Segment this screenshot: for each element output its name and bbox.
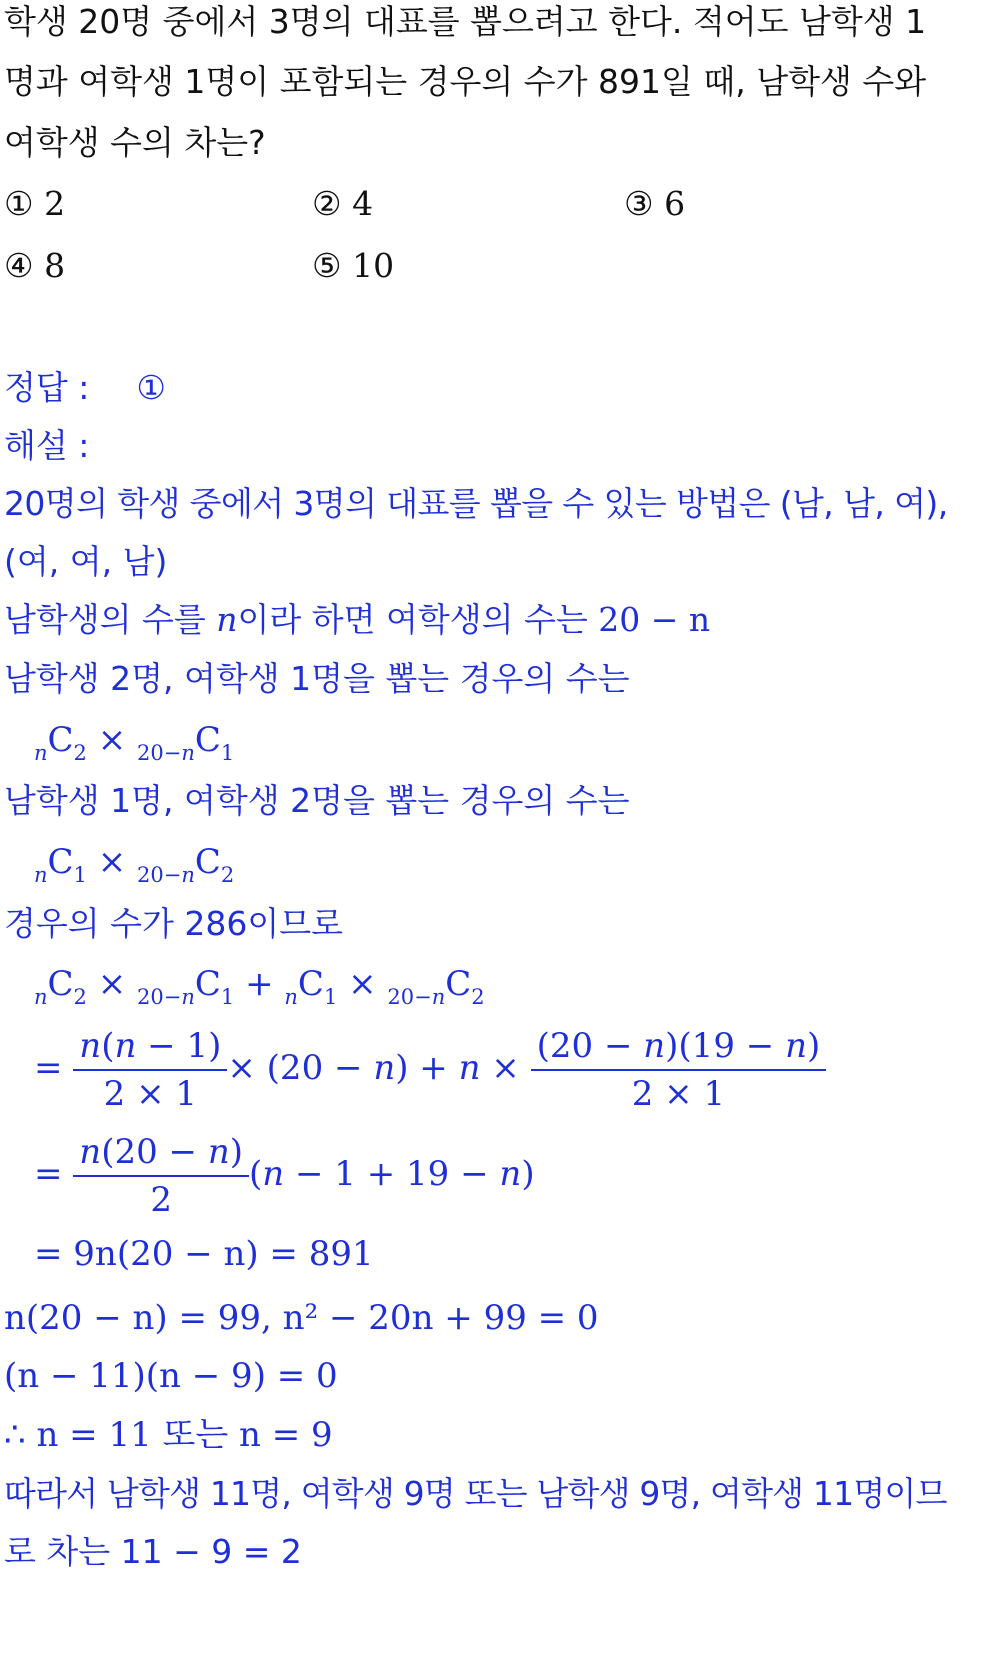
- option-mark: ⑤: [312, 246, 342, 285]
- option-2[interactable]: [312, 182, 373, 226]
- solution-line-3: [4, 598, 710, 642]
- solution-line-2: (여, 여, 남): [4, 542, 168, 581]
- formula-sum: $_nC_2 \times _{20-n}C_1 + _nC_1 \times _{20-n}C_2$: [34, 964, 485, 1009]
- fraction: $\frac{n(20 - n)}{2}$: [73, 1129, 249, 1223]
- solution-line-17: 로 차는 11 − 9 = 2: [4, 1532, 302, 1571]
- formula-case-1: $_nC_2 \times _{20-n}C_1$: [34, 720, 235, 765]
- solution-line-6: 남학생 1명, 여학생 2명을 뽑는 경우의 수는: [4, 781, 630, 820]
- fraction: $\frac{n(n - 1)}{2 \times 1}$: [73, 1023, 227, 1117]
- question-line-1: 학생 20명 중에서 3명의 대표를 뽑으려고 한다. 적어도 남학생 1: [4, 2, 927, 41]
- formula-case-2: $_nC_1 \times _{20-n}C_2$: [34, 842, 235, 887]
- solution-line-12: = 9n(20 − n) = 891: [34, 1234, 374, 1274]
- solution-line-13: n(20 − n) = 99, n² − 20n + 99 = 0: [4, 1298, 599, 1338]
- solution-text: 이라 하면 여학생의 수는: [237, 600, 588, 639]
- math-expression: 20 − n: [598, 600, 711, 639]
- option-value: 6: [664, 184, 686, 223]
- solution-line-16: 따라서 남학생 11명, 여학생 9명 또는 남학생 9명, 여학생 11명이므: [4, 1474, 947, 1513]
- solution-line-14: (n − 11)(n − 9) = 0: [4, 1356, 338, 1396]
- option-value: 2: [44, 184, 66, 223]
- question-line-2: 명과 여학생 1명이 포함되는 경우의 수가 891일 때, 남학생 수와: [4, 62, 927, 101]
- option-1[interactable]: [4, 182, 65, 226]
- solution-line-8: 경우의 수가 286이므로: [4, 904, 343, 943]
- solution-line-4: 남학생 2명, 여학생 1명을 뽑는 경우의 수는: [4, 659, 630, 698]
- option-mark: ①: [4, 184, 34, 223]
- variable-n: n: [216, 600, 238, 639]
- option-value: 4: [352, 184, 374, 223]
- option-mark: ③: [624, 184, 654, 223]
- option-5[interactable]: [312, 244, 394, 288]
- option-value: 10: [352, 246, 395, 285]
- formula-expansion: = $\frac{n(n - 1)}{2 \times 1}$ × (20 − n) + n × $\frac{(20 - n)(19 - n)}{2 \times 1}$: [34, 1022, 826, 1117]
- option-value: 8: [44, 246, 66, 285]
- option-mark: ④: [4, 246, 34, 285]
- formula-simplified: = $\frac{n(20 - n)}{2}$ (n − 1 + 19 − n): [34, 1128, 535, 1223]
- option-3[interactable]: [624, 182, 685, 226]
- answer-line: [4, 366, 166, 410]
- answer-label: 정답 :: [4, 368, 90, 407]
- question-line-3: 여학생 수의 차는?: [4, 123, 266, 162]
- answer-value: ①: [136, 368, 166, 407]
- solution-line-1: 20명의 학생 중에서 3명의 대표를 뽑을 수 있는 방법은 (남, 남, 여),: [4, 484, 948, 523]
- explanation-label: 해설 :: [4, 426, 90, 465]
- option-mark: ②: [312, 184, 342, 223]
- solution-line-15: ∴ n = 11 또는 n = 9: [4, 1415, 333, 1455]
- fraction: $\frac{(20 - n)(19 - n)}{2 \times 1}$: [531, 1023, 827, 1117]
- option-4[interactable]: [4, 244, 65, 288]
- solution-text: 남학생의 수를: [4, 600, 206, 639]
